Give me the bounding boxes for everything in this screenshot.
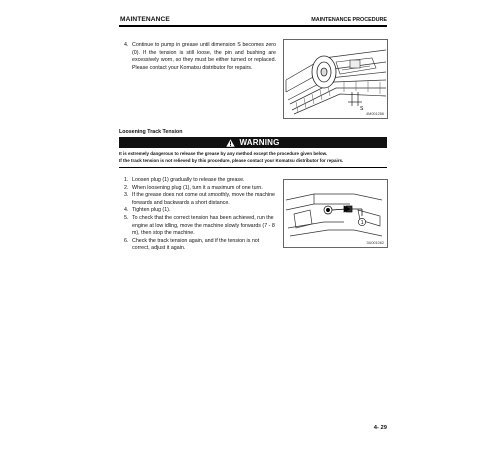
step-text: When loosening plug (1), turn it a maximum of one turn. xyxy=(132,184,263,191)
warning-label: WARNING xyxy=(239,138,280,147)
list-item xyxy=(124,177,276,185)
step-number: 4. xyxy=(124,207,129,214)
warning-rule xyxy=(119,167,387,168)
figure-id: 3U001062 xyxy=(366,241,384,245)
step-number: 3. xyxy=(124,192,129,199)
list-item xyxy=(124,185,276,193)
grease-plug-illustration xyxy=(284,180,387,247)
dimension-s-label: S xyxy=(360,106,364,112)
callout-1: 1 xyxy=(360,219,364,226)
step-number: 2. xyxy=(124,184,129,191)
header-section-title: MAINTENANCE xyxy=(120,16,170,23)
warning-banner xyxy=(119,137,387,148)
step-number: 4. xyxy=(124,42,129,48)
exclamation-triangle-icon xyxy=(226,139,235,147)
section-title: Loosening Track Tension xyxy=(119,129,183,135)
list-item xyxy=(124,215,276,238)
step-text: To check that the correct tension has been achieved, run the engine at low idling, move the machine slowly forwards (7 - 8 m), then stop the machine. xyxy=(132,214,275,237)
step-text: Tighten plug (1). xyxy=(132,207,171,214)
step-number: 1. xyxy=(124,177,129,183)
step-4-paragraph xyxy=(124,42,276,72)
list-item xyxy=(124,192,276,207)
page-number: 4- 29 xyxy=(373,425,387,431)
figure-grease-plug xyxy=(283,179,388,248)
figure-track-idler xyxy=(283,39,388,119)
step-text: If the grease does not come out smoothly, move the machine forwards and backwards a short distance. xyxy=(132,192,275,206)
step-text: Continue to pump in grease until dimension S becomes zero (0). If the tension is still loose, the pin and bushing are excessively worn, so they must be either turned or replaced. Please contact your Komatsu distributor for repairs. xyxy=(132,42,276,71)
track-idler-illustration xyxy=(284,40,387,118)
header-chapter-title: MAINTENANCE PROCEDURE xyxy=(311,17,387,23)
warning-text-2: If the track tension is not relieved by this procedure, please contact your Komatsu distributor for repairs. xyxy=(119,158,344,163)
step-text: Check the track tension again, and if the tension is not correct, adjust it again. xyxy=(132,237,260,252)
step-number: 6. xyxy=(124,237,129,244)
list-item xyxy=(124,238,276,253)
list-item xyxy=(124,207,276,215)
header-rule xyxy=(119,25,387,27)
step-text: Loosen plug (1) gradually to release the grease. xyxy=(132,177,245,183)
figure-id: 4M001256 xyxy=(366,112,384,116)
procedure-steps xyxy=(124,177,276,253)
step-number: 5. xyxy=(124,214,129,221)
warning-text-1: It is extremely dangerous to release the grease by any method except the procedure given below. xyxy=(119,151,328,156)
